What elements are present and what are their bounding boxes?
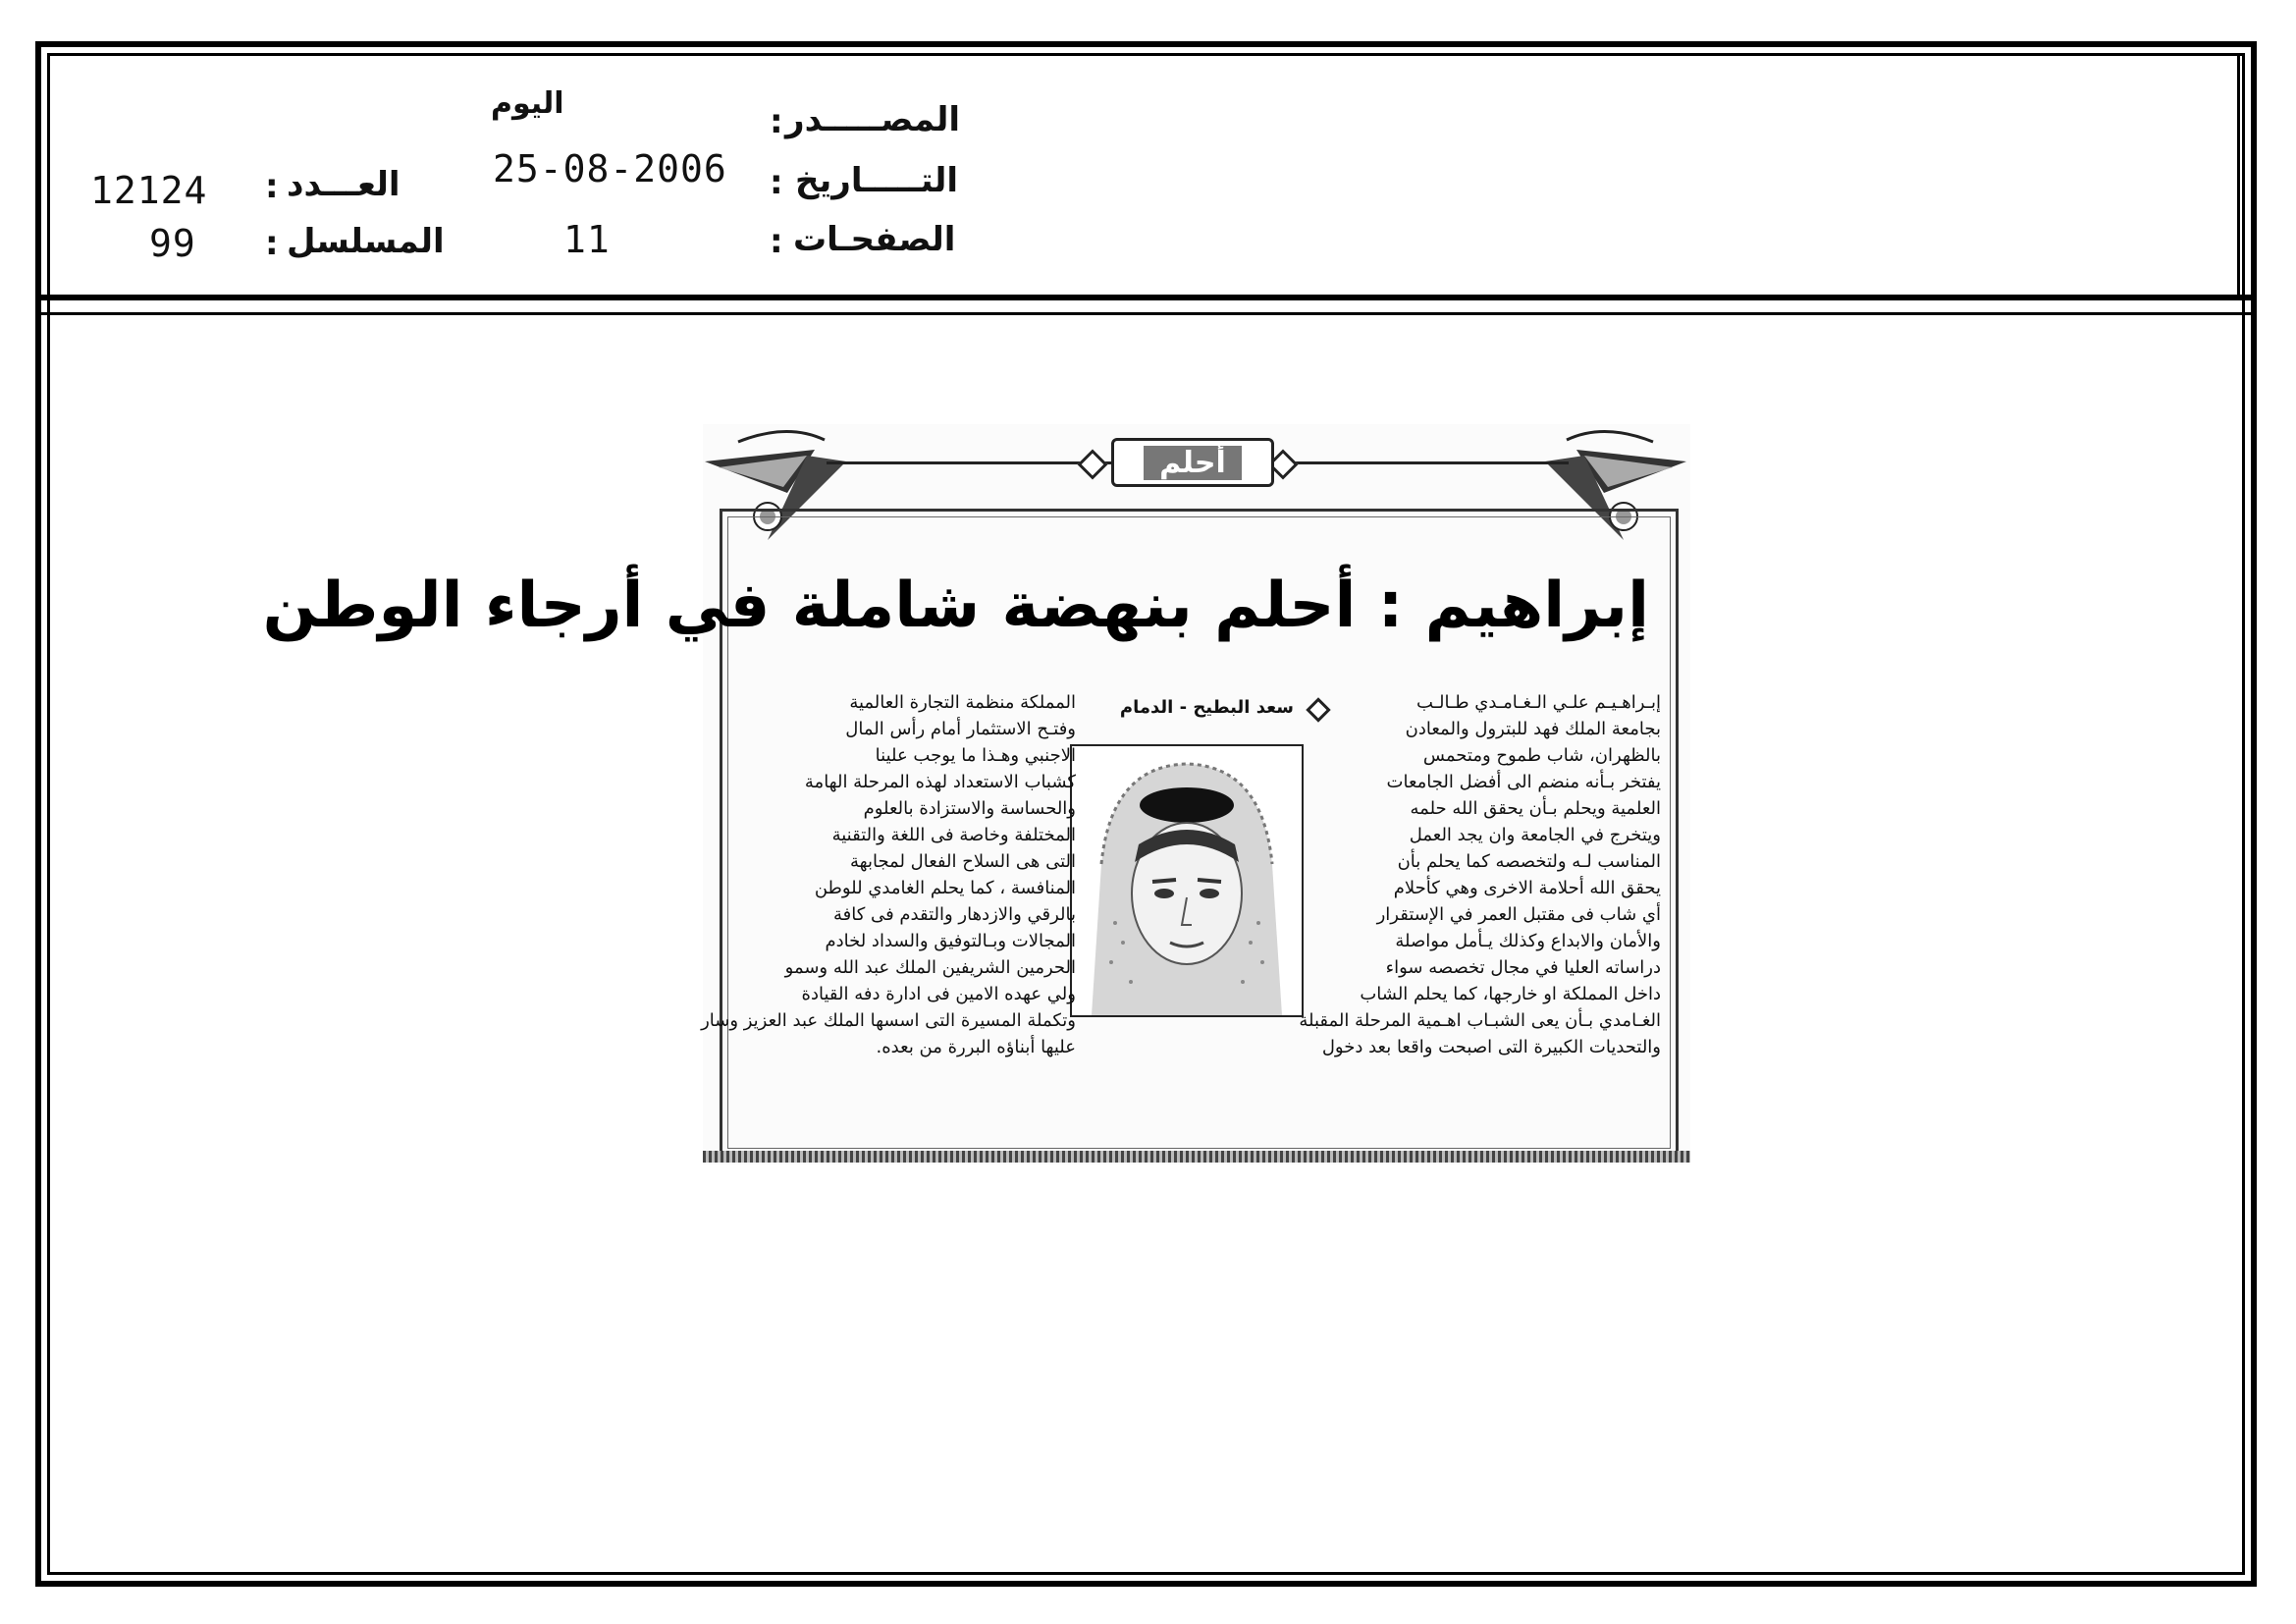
article-text-line: العلمية ويحلم بـأن يحقق الله حلمه xyxy=(1410,798,1661,819)
article-column-right xyxy=(1299,689,1661,1060)
pages-colon: : xyxy=(770,222,783,261)
article-text-line: المجالات وبـالتوفيق والسداد لخادم xyxy=(825,931,1076,951)
article-text-line: ولي عهده الامين فى ادارة دفه القيادة xyxy=(801,984,1076,1004)
pages-label: الصفحـات xyxy=(793,220,956,259)
header-divider-thin xyxy=(35,312,2257,315)
pages-value: 11 xyxy=(563,218,611,261)
serial-value: 99 xyxy=(149,222,196,265)
article-text-line: وفتـح الاستثمار أمام رأس المال xyxy=(845,719,1076,739)
issue-label: العـــدد xyxy=(287,165,400,204)
article-text-line: أي شاب فى مقتبل العمر في الإستقرار xyxy=(1376,904,1661,925)
issue-colon: : xyxy=(265,167,279,206)
article-text-line: التى هى السلاح الفعال لمجابهة xyxy=(850,851,1076,872)
article-text-line: الاجنبي وهـذا ما يوجب علينا xyxy=(875,745,1076,766)
byline-text: سعد البطيح - الدمام xyxy=(1119,697,1294,718)
issue-value: 12124 xyxy=(90,169,208,212)
portrait-image xyxy=(1072,746,1302,1015)
tag-rule-right xyxy=(1274,461,1569,464)
article-text-line: الحرمين الشريفين الملك عبد الله وسمو xyxy=(784,957,1076,978)
article-text-line: المختلفة وخاصة فى اللغة والتقنية xyxy=(831,825,1076,845)
article-text-line: إبـراهـيـم علـي الـغـامـدي طـالـب xyxy=(1416,692,1661,713)
serial-label: المسلسل xyxy=(287,222,445,261)
article-text-line: وتكملة المسيرة التى اسسها الملك عبد العزيز وسار xyxy=(701,1010,1076,1031)
article-text-line: دراساته العليا في مجال تخصصه سواء xyxy=(1385,957,1661,978)
article-text-line: والأمان والابداع وكذلك يـأمل مواصلة xyxy=(1395,931,1661,951)
section-tag-label: أحلم xyxy=(1144,446,1242,480)
author-photo xyxy=(1070,744,1304,1017)
article-column-left xyxy=(701,689,1076,1060)
article-text-line: يفتخر بـأنه منضم الى أفضل الجامعات xyxy=(1386,772,1661,792)
article-text-line: والتحديات الكبيرة التى اصبحت واقعا بعد دخول xyxy=(1321,1037,1661,1057)
article-text-line: بجامعة الملك فهد للبترول والمعادن xyxy=(1405,719,1661,739)
section-tag xyxy=(1111,438,1274,487)
serial-colon: : xyxy=(265,224,279,263)
article-text-line: ويتخرج في الجامعة وان يجد العمل xyxy=(1409,825,1661,845)
tag-rule-left xyxy=(827,461,1111,464)
article-text-line: والحساسة والاستزادة بالعلوم xyxy=(863,798,1076,819)
clipping-bottom-edge xyxy=(703,1151,1690,1163)
article-text-line: المناسب لـه ولتخصصه كما يحلم بأن xyxy=(1397,851,1661,872)
article-text-line: داخل المملكة او خارجها، كما يحلم الشاب xyxy=(1360,984,1661,1004)
article-text-line: كشباب الاستعداد لهذه المرحلة الهامة xyxy=(804,772,1076,792)
article-text-line: الغـامدي بـأن يعى الشبـاب اهـمية المرحلة المقبلة xyxy=(1299,1010,1661,1031)
date-value: 25-08-2006 xyxy=(493,147,727,190)
source-label: المصـــــدر xyxy=(785,100,961,139)
article-text-line: بالظهران، شاب طموح ومتحمس xyxy=(1422,745,1661,766)
date-label: التـــــاريخ xyxy=(795,161,959,200)
article-text-line: المملكة منظمة التجارة العالمية xyxy=(849,692,1076,713)
header-divider xyxy=(35,295,2257,300)
article-text-line: المنافسة ، كما يحلم الغامدي للوطن xyxy=(814,878,1076,898)
article-byline xyxy=(1088,697,1294,718)
date-colon: : xyxy=(770,163,783,202)
article-text-line: بالرقي والازدهار والتقدم فى كافة xyxy=(833,904,1076,925)
article-headline: إبراهيم : أحلم بنهضة شاملة في أرجاء الوطن xyxy=(262,569,1649,642)
article-text-line: يحقق الله أحلامة الاخرى وهي كأحلام xyxy=(1393,878,1661,898)
article-text-line: عليها أبناؤه البررة من بعده. xyxy=(876,1037,1076,1057)
header-right-rule xyxy=(2237,53,2240,297)
source-colon: : xyxy=(770,102,783,141)
source-value: اليوم xyxy=(491,86,564,121)
